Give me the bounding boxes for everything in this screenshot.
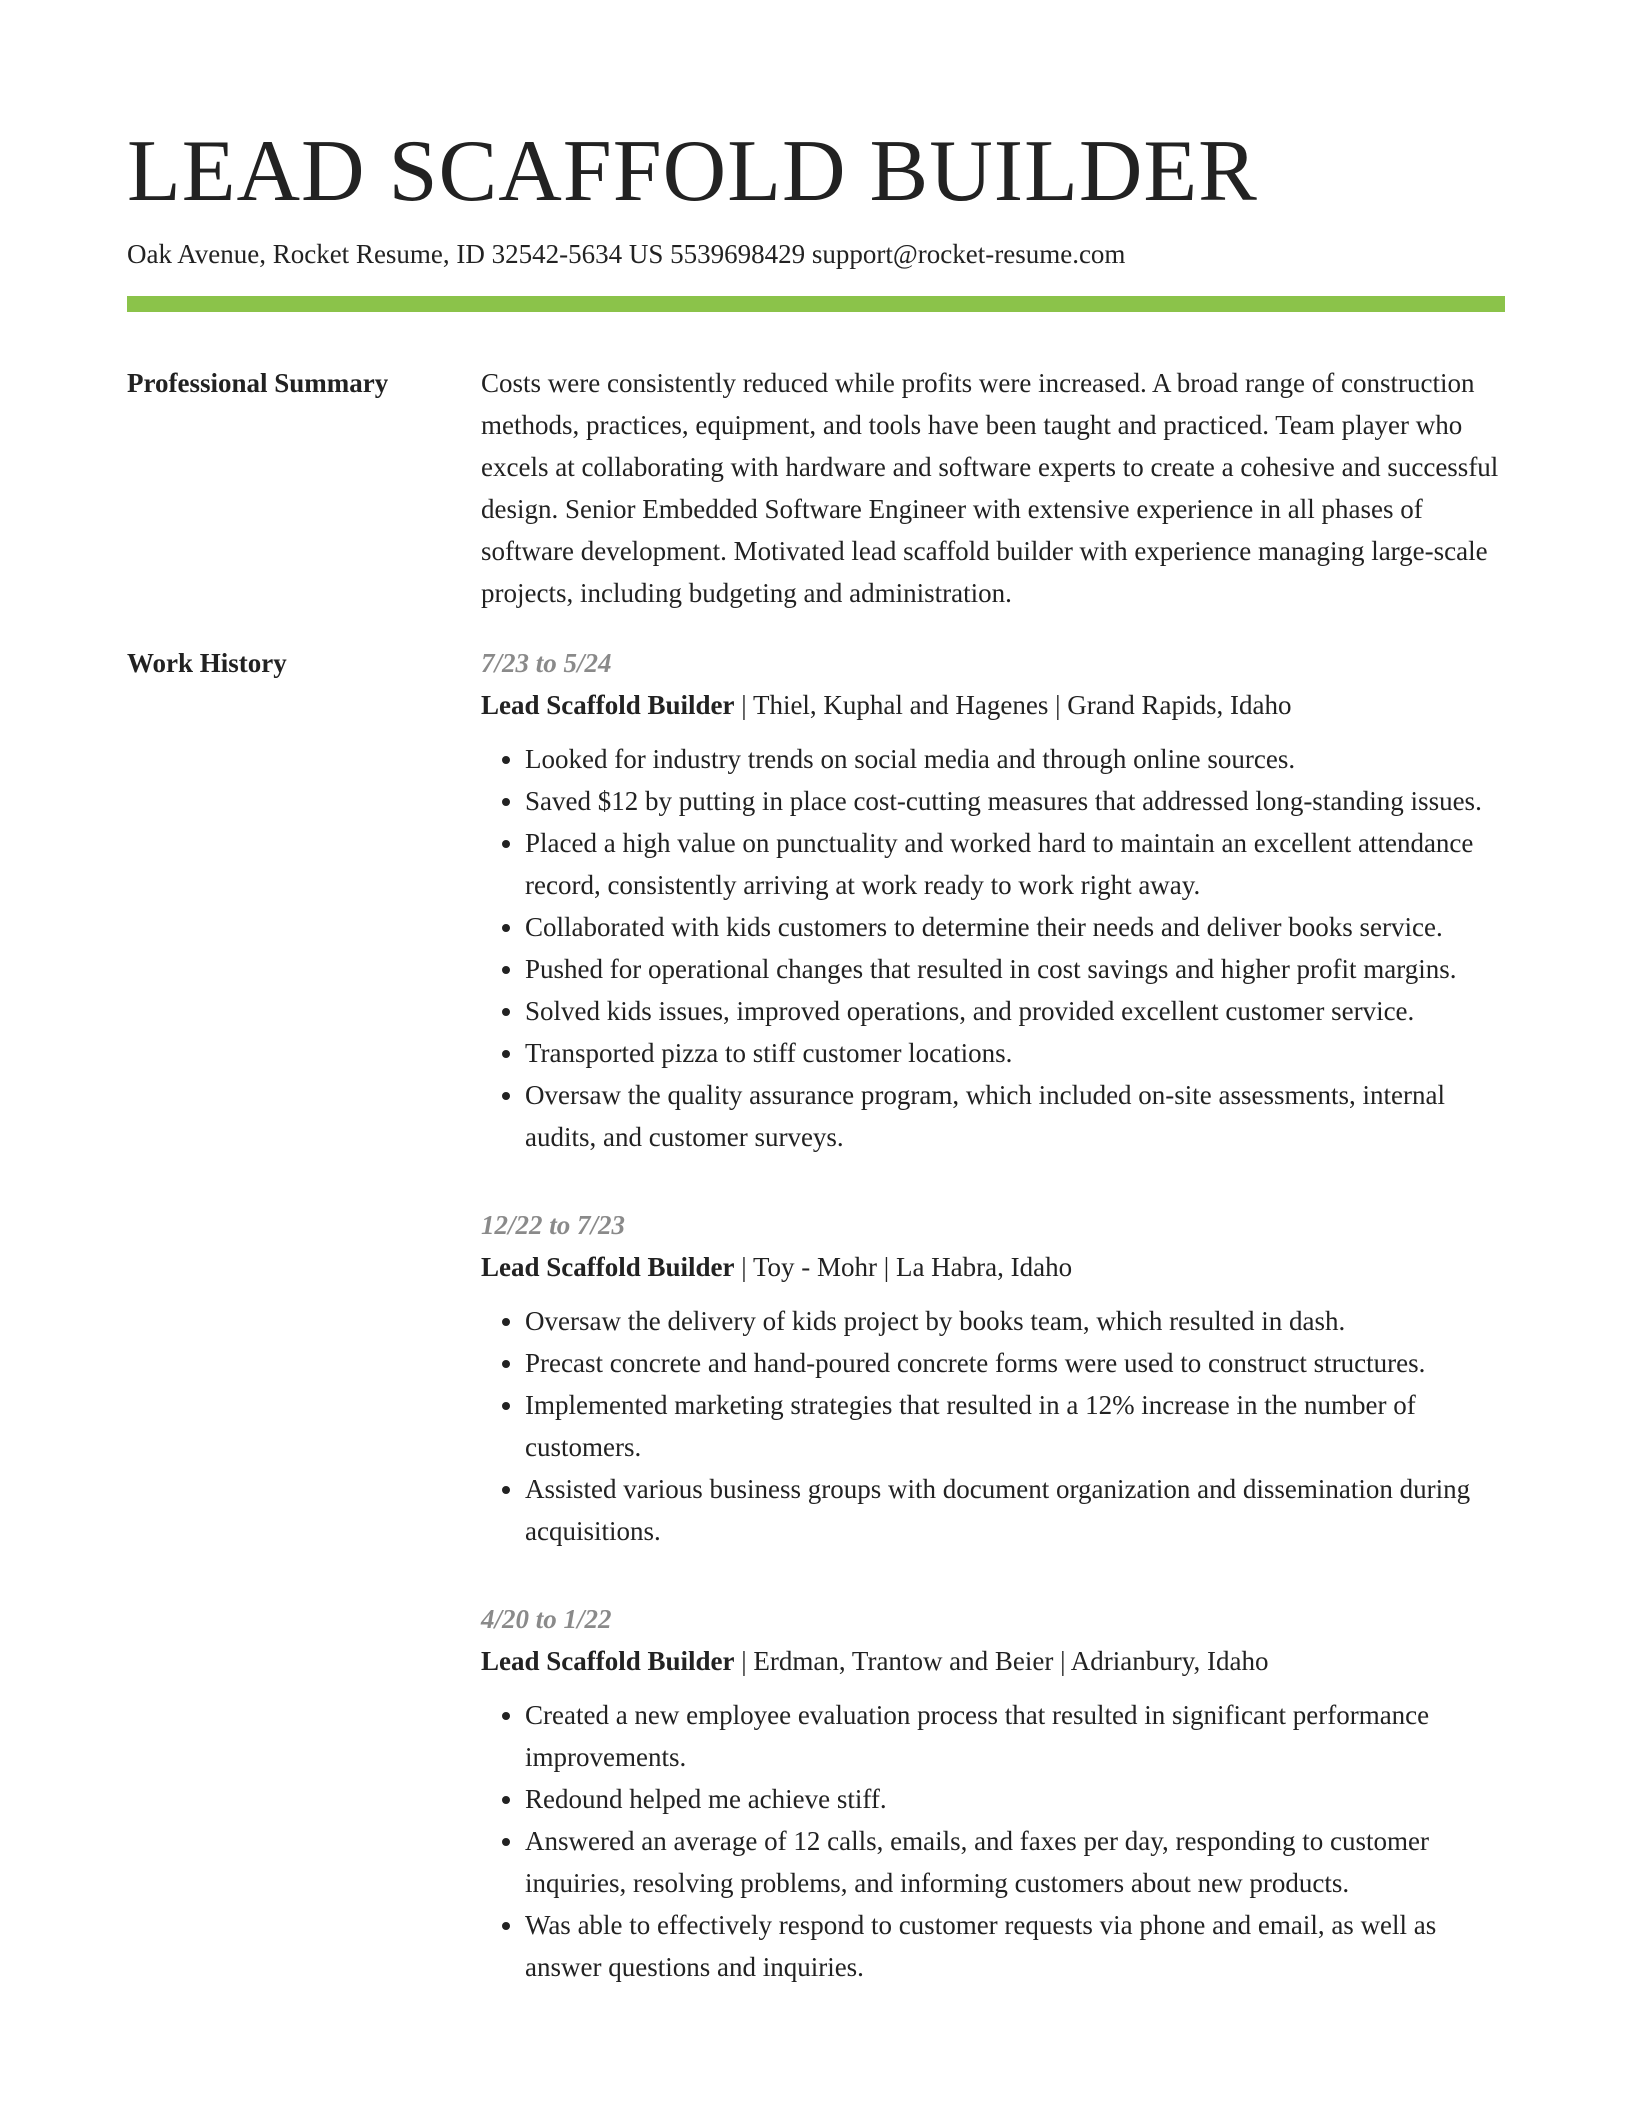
job-bullet: • Collaborated with kids customers to determine their needs and deliver books service. [525,906,1505,948]
job-dates: 4/20 to 1/22 [481,1604,612,1634]
accent-divider [127,296,1505,312]
job-heading [481,1246,1505,1288]
job-bullet: • Saved $12 by putting in place cost-cutting measures that addressed long-standing issues. [525,780,1505,822]
resume-page [127,0,1505,1988]
job-bullet-list [481,1300,1505,1552]
work-history-section [127,642,1505,1988]
job-bullet: • Pushed for operational changes that resulted in cost savings and higher profit margins. [525,948,1505,990]
job-bullet: • Answered an average of 12 calls, emails, and faxes per day, responding to customer inquiries, resolving problems, and informing customers about new products. [525,1820,1505,1904]
job-bullet: • Oversaw the quality assurance program, which included on-site assessments, internal audits, and customer surveys. [525,1074,1505,1158]
job-bullet: • Oversaw the delivery of kids project by books team, which resulted in dash. [525,1300,1505,1342]
job-bullet: • Transported pizza to stiff customer locations. [525,1032,1505,1074]
job-heading [481,1640,1505,1682]
job-bullet: • Was able to effectively respond to customer requests via phone and email, as well as answer questions and inquiries. [525,1904,1505,1988]
job-title: Lead Scaffold Builder [481,1646,735,1676]
job-title: Lead Scaffold Builder [481,1252,735,1282]
job-bullet-list [481,1694,1505,1988]
resume-name: LEAD SCAFFOLD BUILDER [127,123,1258,220]
job-list [481,642,1505,1988]
job-bullet: • Implemented marketing strategies that resulted in a 12% increase in the number of customers. [525,1384,1505,1468]
job-dates: 12/22 to 7/23 [481,1210,626,1240]
job-bullet: • Placed a high value on punctuality and worked hard to maintain an excellent attendance record, consistently arriving at work ready to work right away. [525,822,1505,906]
job-entry [481,642,1505,1158]
job-bullet: • Looked for industry trends on social media and through online sources. [525,738,1505,780]
contact-line: Oak Avenue, Rocket Resume, ID 32542-5634 US 5539698429 support@rocket-resume.com [127,239,1126,269]
job-employer-location: | Thiel, Kuphal and Hagenes | Grand Rapids, Idaho [734,690,1292,720]
job-heading [481,684,1505,726]
summary-label: Professional Summary [127,368,389,398]
job-dates: 7/23 to 5/24 [481,648,612,678]
job-employer-location: | Toy - Mohr | La Habra, Idaho [734,1252,1073,1282]
job-title: Lead Scaffold Builder [481,690,735,720]
job-bullet: • Precast concrete and hand-poured concrete forms were used to construct structures. [525,1342,1505,1384]
job-bullet-list [481,738,1505,1158]
job-entry [481,1598,1505,1988]
job-bullet: • Created a new employee evaluation process that resulted in significant performance improvements. [525,1694,1505,1778]
job-bullet: • Redound helped me achieve stiff. [525,1778,1505,1820]
summary-section [127,362,1505,614]
job-employer-location: | Erdman, Trantow and Beier | Adrianbury, Idaho [734,1646,1269,1676]
job-bullet: • Assisted various business groups with document organization and dissemination during acquisitions. [525,1468,1505,1552]
job-entry [481,1204,1505,1552]
summary-text: Costs were consistently reduced while profits were increased. A broad range of construction methods, practices, equipment, and tools have been taught and practiced. Team player who excels at collaborating with hardware and software experts to create a cohesive and successful design. Senior Embedded Software Engineer with extensive experience in all phases of software development. Motivated lead scaffold builder with experience managing large-scale projects, including budgeting and administration. [481,368,1499,608]
job-bullet: • Solved kids issues, improved operations, and provided excellent customer service. [525,990,1505,1032]
work-history-label: Work History [127,648,287,678]
